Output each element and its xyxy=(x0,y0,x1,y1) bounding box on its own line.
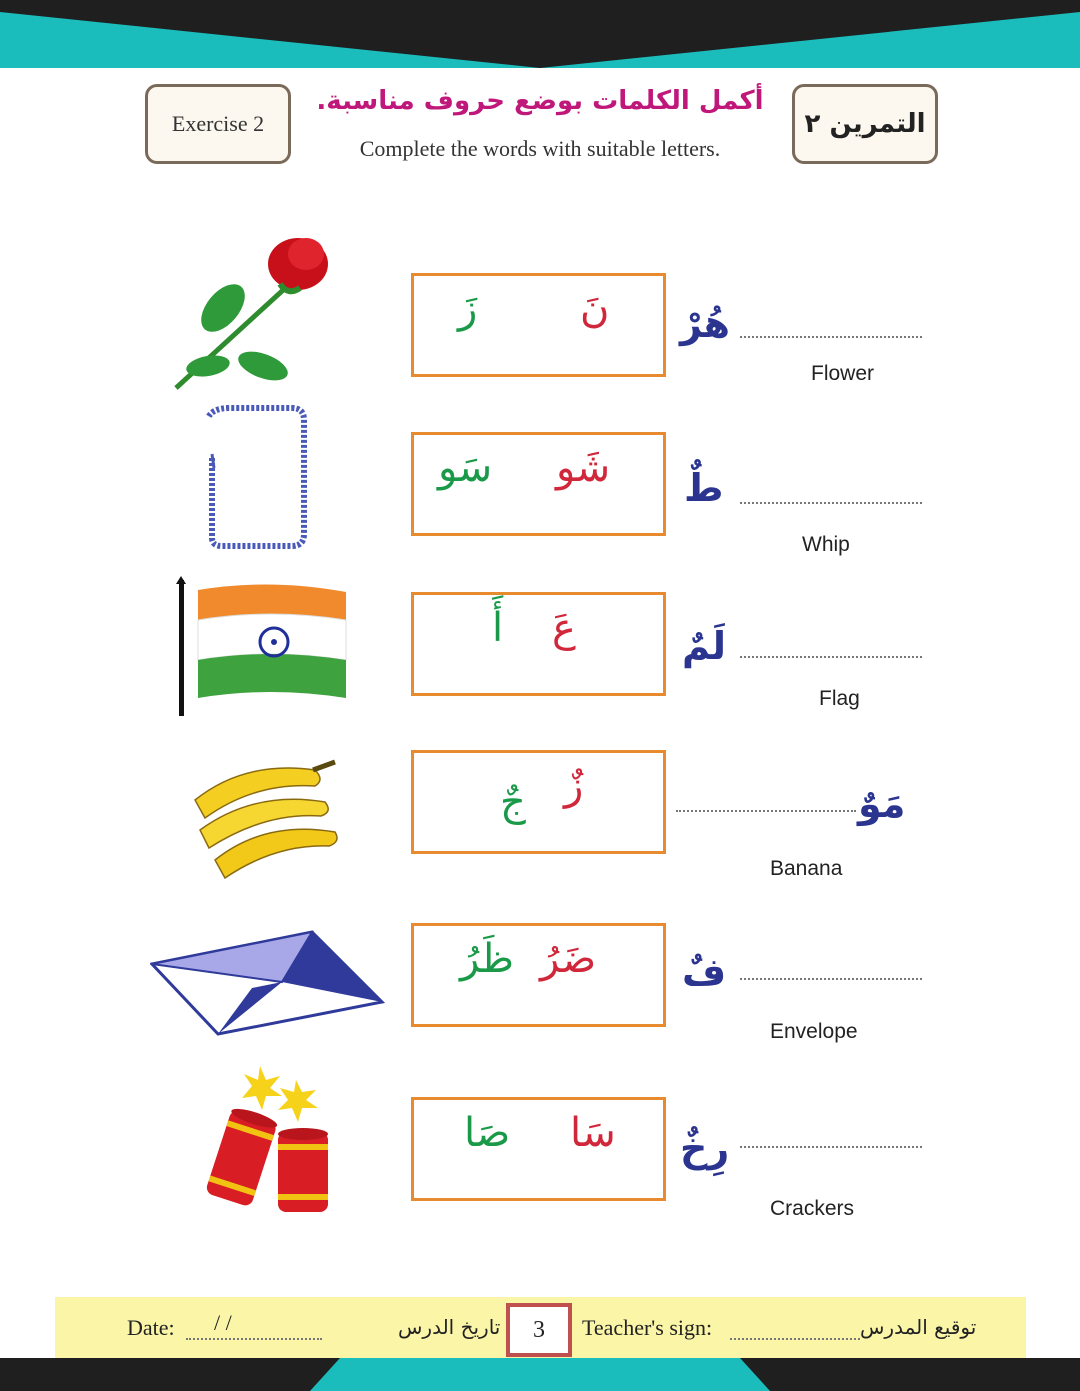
teacher-sign-ar: توقيع المدرس xyxy=(860,1315,977,1339)
date-slashes: / / xyxy=(214,1310,232,1335)
lesson-date-ar: تاريخ الدرس xyxy=(398,1315,501,1339)
whip-icon xyxy=(200,398,315,550)
teacher-sign-field[interactable] xyxy=(730,1338,860,1340)
option-red-whip[interactable]: شَو xyxy=(556,445,611,491)
english-word-envelope: Envelope xyxy=(770,1020,858,1043)
option-green-crackers[interactable]: صَا xyxy=(464,1110,511,1156)
english-word-flag: Flag xyxy=(819,687,860,710)
date-field[interactable] xyxy=(186,1338,322,1340)
options-box-flower xyxy=(411,273,666,377)
options-box-whip xyxy=(411,432,666,536)
option-red-envelope[interactable]: ضَرُ xyxy=(540,936,597,982)
english-word-whip: Whip xyxy=(802,533,850,556)
word-start-crackers: رِخٌ xyxy=(680,1126,730,1170)
word-start-flower: هُرْ xyxy=(680,302,730,346)
teacher-sign-en: Teacher's sign: xyxy=(582,1315,713,1340)
option-red-banana[interactable]: زٌ xyxy=(564,763,584,809)
answer-line-crackers[interactable] xyxy=(740,1146,922,1148)
word-start-envelope: فٌ xyxy=(682,950,727,994)
page-number: 3 xyxy=(533,1316,545,1343)
word-start-banana: مَوٌ xyxy=(858,782,906,826)
instruction-arabic: أكمل الكلمات بوضع حروف مناسبة. xyxy=(316,86,764,116)
header-band xyxy=(0,0,1080,68)
options-box-crackers xyxy=(411,1097,666,1201)
option-green-envelope[interactable]: ظَرُ xyxy=(460,936,514,982)
english-word-crackers: Crackers xyxy=(770,1197,855,1220)
option-red-crackers[interactable]: سَا xyxy=(570,1110,616,1156)
exercise-label-ar xyxy=(792,84,938,164)
banana-icon xyxy=(185,740,345,885)
option-green-flower[interactable]: زَ xyxy=(458,286,478,332)
option-green-whip[interactable]: سَو xyxy=(438,445,493,491)
answer-line-banana[interactable] xyxy=(676,810,856,812)
date-label: Date: xyxy=(127,1315,175,1340)
rose-icon xyxy=(168,226,338,396)
option-red-flower[interactable]: نَ xyxy=(580,286,610,332)
answer-line-flower[interactable] xyxy=(740,336,922,338)
flag-icon xyxy=(170,574,350,718)
answer-line-whip[interactable] xyxy=(740,502,922,504)
options-box-banana xyxy=(411,750,666,854)
option-green-flag[interactable]: أَ xyxy=(492,605,504,651)
exercise-label-ar-text: التمرين ٢ xyxy=(804,109,926,139)
english-word-banana: Banana xyxy=(770,857,843,880)
answer-line-flag[interactable] xyxy=(740,656,922,658)
word-start-whip: طٌ xyxy=(684,466,724,510)
options-box-envelope xyxy=(411,923,666,1027)
exercise-label-en xyxy=(145,84,291,164)
crackers-icon xyxy=(200,1062,340,1214)
instruction-english: Complete the words with suitable letters. xyxy=(359,136,721,161)
answer-line-envelope[interactable] xyxy=(740,978,922,980)
envelope-icon xyxy=(150,928,385,1036)
footer-band xyxy=(0,1358,1080,1391)
page-number-box xyxy=(506,1303,572,1357)
option-green-banana[interactable]: جٌ xyxy=(500,779,526,825)
word-start-flag: لَمٌ xyxy=(682,624,727,668)
english-word-flower: Flower xyxy=(811,362,875,385)
options-box-flag xyxy=(411,592,666,696)
exercise-label-en-text: Exercise 2 xyxy=(171,111,265,136)
option-red-flag[interactable]: عَ xyxy=(552,605,576,651)
